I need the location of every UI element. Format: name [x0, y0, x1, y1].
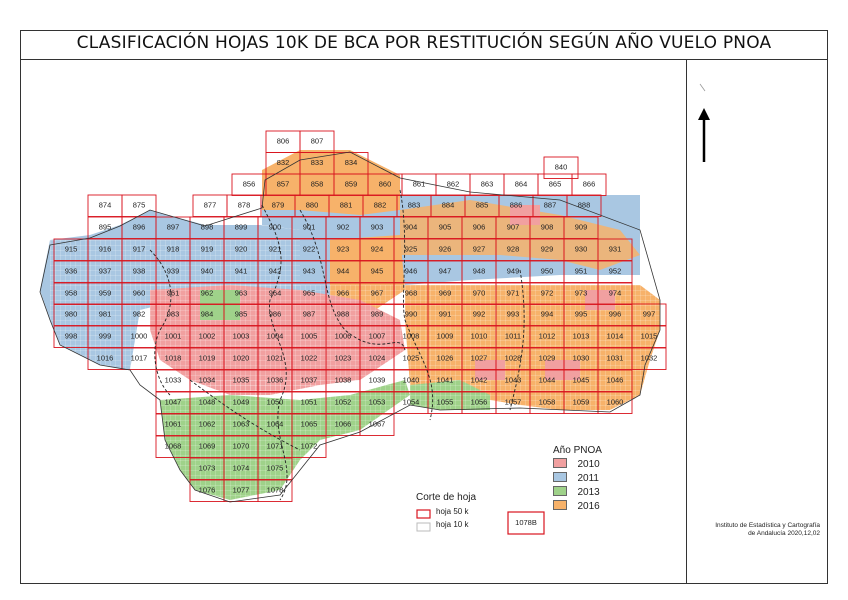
- sheet-label: 862: [446, 179, 460, 189]
- legend-year-row-2016: [553, 498, 602, 512]
- sheet-label: 807: [310, 136, 324, 146]
- legend-label-10k: hoja 10 k: [436, 520, 469, 529]
- sheet-label: 996: [608, 309, 622, 319]
- sheet-label: 920: [234, 244, 248, 254]
- sheet-label: 939: [166, 266, 180, 276]
- sheet-label: 1049: [232, 397, 250, 407]
- sheet-label: 1026: [436, 353, 454, 363]
- sheet-label: 1015: [640, 331, 658, 341]
- sheet-label: 905: [438, 222, 452, 232]
- sheet-label: 1019: [198, 353, 216, 363]
- sheet-label: 1028: [504, 353, 522, 363]
- sheet-label: 965: [302, 288, 316, 298]
- sheet-label: 1007: [368, 331, 386, 341]
- legend-label-50k: hoja 50 k: [436, 507, 469, 516]
- sheet-label: 981: [98, 309, 112, 319]
- sheet-label: 1071: [266, 441, 284, 451]
- sheet-label: 1038: [334, 375, 352, 385]
- sheet-label: 1073: [198, 463, 216, 473]
- sheet-label: 1012: [538, 331, 556, 341]
- sheet-label: 1035: [232, 375, 250, 385]
- sheet-label: 1041: [436, 375, 454, 385]
- sheet-label: 858: [310, 179, 324, 189]
- sheet-label: 1014: [606, 331, 624, 341]
- sheet-label: 951: [574, 266, 588, 276]
- sheet-label: 998: [64, 331, 78, 341]
- sheet-label: 944: [336, 266, 350, 276]
- sheet-label: 880: [305, 200, 319, 210]
- sheet-label: 1027: [470, 353, 488, 363]
- sheet-label: 985: [234, 309, 248, 319]
- sheet-label: 949: [506, 266, 520, 276]
- sheet-label: 1057: [504, 397, 522, 407]
- sheet-label: 903: [370, 222, 384, 232]
- sheet-label: 917: [132, 244, 146, 254]
- sheet-label: 1036: [266, 375, 284, 385]
- sheet-label: 991: [438, 309, 452, 319]
- sheet-label: 990: [404, 309, 418, 319]
- sheet-label: 901: [302, 222, 316, 232]
- inset-sheet-label: 1078B: [515, 517, 537, 527]
- sheet-label: 902: [336, 222, 350, 232]
- sheet-label: 857: [276, 179, 290, 189]
- sheet-label: 1025: [402, 353, 420, 363]
- sheet-label: 806: [276, 136, 290, 146]
- sheet-label: 966: [336, 288, 350, 298]
- sheet-label: 963: [234, 288, 248, 298]
- sheet-label: 916: [98, 244, 112, 254]
- sheet-label: 1051: [300, 397, 318, 407]
- sheet-label: 897: [166, 222, 180, 232]
- sheet-label: 1033: [164, 375, 182, 385]
- sheet-label: 884: [441, 200, 455, 210]
- sheet-label: 983: [166, 309, 180, 319]
- sheet-label: 1076: [198, 485, 216, 495]
- sheet-label: 1053: [368, 397, 386, 407]
- sheet-label: 938: [132, 266, 146, 276]
- legend-year-row-2011: [553, 470, 602, 484]
- sheet-label: 904: [404, 222, 418, 232]
- sheet-label: 999: [98, 331, 112, 341]
- sheet-label: 1055: [436, 397, 454, 407]
- swatch-2013: [553, 486, 567, 496]
- legend-sheet-title: Corte de hoja: [416, 492, 477, 503]
- sheet-label: 1043: [504, 375, 522, 385]
- sheet-label: 878: [237, 200, 251, 210]
- sheet-label: 931: [608, 244, 622, 254]
- sheet-label: 863: [480, 179, 494, 189]
- sheet-label: 899: [234, 222, 248, 232]
- sheet-label: 973: [574, 288, 588, 298]
- sheet-label: 1060: [606, 397, 624, 407]
- sheet-label: 1018: [164, 353, 182, 363]
- sheet-label: 986: [268, 309, 282, 319]
- sheet-label: 1000: [130, 331, 148, 341]
- sheet-label: 997: [642, 309, 656, 319]
- sheet-label: 898: [200, 222, 214, 232]
- sheet-label: 865: [548, 179, 562, 189]
- sheet-label: 1031: [606, 353, 624, 363]
- sheet-label: 1068: [164, 441, 182, 451]
- sheet-label: 930: [574, 244, 588, 254]
- sheet-label: 1056: [470, 397, 488, 407]
- sheet-label: 1011: [504, 331, 522, 341]
- sheet-label: 1039: [368, 375, 386, 385]
- legend-sheet-row-10k: [416, 516, 476, 529]
- sheet-label: 900: [268, 222, 282, 232]
- sheet-label: 877: [203, 200, 217, 210]
- swatch-2016: [553, 500, 567, 510]
- legend-year-row-2013: [553, 484, 602, 498]
- sheet-label: 1045: [572, 375, 590, 385]
- legend-sheet-row-50k: [416, 503, 476, 516]
- sheet-label: 1066: [334, 419, 352, 429]
- sheet-label: 1006: [334, 331, 352, 341]
- sheet-label: 972: [540, 288, 554, 298]
- sheet-label: 1052: [334, 397, 352, 407]
- sheet-label: 1048: [198, 397, 216, 407]
- sheet-label: 1017: [130, 353, 148, 363]
- legend-year-row-2010: [553, 456, 602, 470]
- sheet-label: 874: [98, 200, 112, 210]
- sheet-label: 967: [370, 288, 384, 298]
- sheet-label: 923: [336, 244, 350, 254]
- sheet-label: 928: [506, 244, 520, 254]
- sheet-label: 1016: [96, 353, 114, 363]
- sheet-label: 1003: [232, 331, 250, 341]
- sheet-label: 980: [64, 309, 78, 319]
- sheet-label: 1005: [300, 331, 318, 341]
- sheet-label: 1067: [368, 419, 386, 429]
- sheet-label: 1063: [232, 419, 250, 429]
- legend-year-title: Año PNOA: [553, 445, 602, 456]
- sheet-label: 926: [438, 244, 452, 254]
- sheet-label: 971: [506, 288, 520, 298]
- sheet-label: 1058: [538, 397, 556, 407]
- sheet-label: 987: [302, 309, 316, 319]
- sheet-label: 1040: [402, 375, 420, 385]
- sheet-label: 1009: [436, 331, 454, 341]
- sheet-label: 1047: [164, 397, 182, 407]
- sheet-label: 866: [582, 179, 596, 189]
- sheet-label: 1050: [266, 397, 284, 407]
- page-title: CLASIFICACIÓN HOJAS 10K DE BCA POR RESTITUCIÓN SEGÚN AÑO VUELO PNOA: [76, 33, 772, 53]
- sheet-label: 922: [302, 244, 316, 254]
- credit-text: [700, 522, 820, 538]
- sheet-label: 1032: [640, 353, 658, 363]
- sheet-label: 968: [404, 288, 418, 298]
- sheet-label: 1046: [606, 375, 624, 385]
- sheet-label: 961: [166, 288, 180, 298]
- sheet-label: 945: [370, 266, 384, 276]
- sheet-label: 941: [234, 266, 248, 276]
- sheet-label: 950: [540, 266, 554, 276]
- sheet-label: 859: [344, 179, 358, 189]
- sheet-label: 1044: [538, 375, 556, 385]
- sheet-label: 993: [506, 309, 520, 319]
- sheet-label: 1061: [164, 419, 182, 429]
- sheet-label: 1034: [198, 375, 216, 385]
- sheet-label: 888: [577, 200, 591, 210]
- sheet-label: 1069: [198, 441, 216, 451]
- sheet-label: 909: [574, 222, 588, 232]
- legend-label-2010: 2010: [577, 459, 600, 470]
- legend-year: [553, 445, 602, 512]
- sheet-label: 964: [268, 288, 282, 298]
- sheet-label: 921: [268, 244, 282, 254]
- sheet-label: 959: [98, 288, 112, 298]
- sheet-label: 982: [132, 309, 146, 319]
- sheet-label: 1059: [572, 397, 590, 407]
- legend-label-2011: 2011: [577, 473, 599, 484]
- sheet-label: 924: [370, 244, 384, 254]
- sheet-label: 947: [438, 266, 452, 276]
- sheet-label: 832: [276, 158, 290, 168]
- sheet-label: 881: [339, 200, 353, 210]
- sheet-label: 929: [540, 244, 554, 254]
- sheet-label: 886: [509, 200, 523, 210]
- sheet-label: 1042: [470, 375, 488, 385]
- sheet-label: 942: [268, 266, 282, 276]
- sheet-label: 946: [404, 266, 418, 276]
- sheet-label: 992: [472, 309, 486, 319]
- sheet-label: 834: [344, 158, 358, 168]
- sheet-label: 864: [514, 179, 528, 189]
- legend-sheet-cut: [416, 492, 476, 529]
- sheet-label: 860: [378, 179, 392, 189]
- sheet-label: 1020: [232, 353, 250, 363]
- sheet-label: 995: [574, 309, 588, 319]
- sheet-label: 969: [438, 288, 452, 298]
- sheet-label: 1001: [164, 331, 182, 341]
- legend-label-2013: 2013: [577, 487, 600, 498]
- sheet-label: 936: [64, 266, 78, 276]
- sheet-label: 994: [540, 309, 554, 319]
- sheet-label: 856: [242, 179, 256, 189]
- credit-line-2: de Andalucía 2020,12,02: [748, 530, 820, 537]
- sheet-label: 984: [200, 309, 214, 319]
- sheet-label: 952: [608, 266, 622, 276]
- sheet-label: 1030: [572, 353, 590, 363]
- sheet-label: 1002: [198, 331, 216, 341]
- sheet-label: 1072: [300, 441, 318, 451]
- sheet-label: 1064: [266, 419, 284, 429]
- sheet-label: 906: [472, 222, 486, 232]
- sheet-label: 1022: [300, 353, 318, 363]
- sheet-label: 887: [543, 200, 557, 210]
- sheet-label: 896: [132, 222, 146, 232]
- sheet-label: 989: [370, 309, 384, 319]
- sheet-label: 833: [310, 158, 324, 168]
- sheet-label: 908: [540, 222, 554, 232]
- sheet-label: 1077: [232, 485, 250, 495]
- sheet-label: 1054: [402, 397, 420, 407]
- sheet-label: 988: [336, 309, 350, 319]
- sheet-label: 1065: [300, 419, 318, 429]
- sheet-label: 1004: [266, 331, 284, 341]
- credit-line-1: Instituto de Estadística y Cartografía: [715, 522, 820, 529]
- sheet-label: 1037: [300, 375, 318, 385]
- sheet-label: 1029: [538, 353, 556, 363]
- sheet-label: 915: [64, 244, 78, 254]
- sheet-label: 962: [200, 288, 214, 298]
- sheet-label: 937: [98, 266, 112, 276]
- sheet-label: 875: [132, 200, 146, 210]
- sheet-label: 1062: [198, 419, 216, 429]
- sheet-label: 883: [407, 200, 421, 210]
- inset-sheet-1078b: [508, 512, 544, 534]
- sheet-label: 1024: [368, 353, 386, 363]
- sheet-label: 907: [506, 222, 520, 232]
- sheet-label: 885: [475, 200, 489, 210]
- sheet-label: 1078: [266, 485, 284, 495]
- sheet-label: 925: [404, 244, 418, 254]
- sheet-label: 1074: [232, 463, 250, 473]
- sheet-label: 940: [200, 266, 214, 276]
- sheet-label: 879: [271, 200, 285, 210]
- sheet-label: 918: [166, 244, 180, 254]
- sheet-label: 1070: [232, 441, 250, 451]
- sheet-label: 927: [472, 244, 486, 254]
- sheet-label: 1010: [470, 331, 488, 341]
- sheet-label: 943: [302, 266, 316, 276]
- sheet-label: 1021: [266, 353, 284, 363]
- swatch-2011: [553, 472, 567, 482]
- sheet-label: 882: [373, 200, 387, 210]
- sheet-label: 974: [608, 288, 622, 298]
- sheet-label: 1075: [266, 463, 284, 473]
- sheet-label: 960: [132, 288, 146, 298]
- sheet-label: 970: [472, 288, 486, 298]
- swatch-2010: [553, 458, 567, 468]
- sheet-label: 958: [64, 288, 78, 298]
- sheet-label: 919: [200, 244, 214, 254]
- sheet-label: 948: [472, 266, 486, 276]
- north-arrow-icon: [698, 84, 710, 162]
- sheet-label: 895: [98, 222, 112, 232]
- sheet-label: 1023: [334, 353, 352, 363]
- sheet-label: 840: [554, 162, 568, 172]
- sheet-label: 1013: [572, 331, 590, 341]
- legend-label-2016: 2016: [577, 501, 600, 512]
- sheet-label: 1008: [402, 331, 420, 341]
- sheet-label: 861: [412, 179, 426, 189]
